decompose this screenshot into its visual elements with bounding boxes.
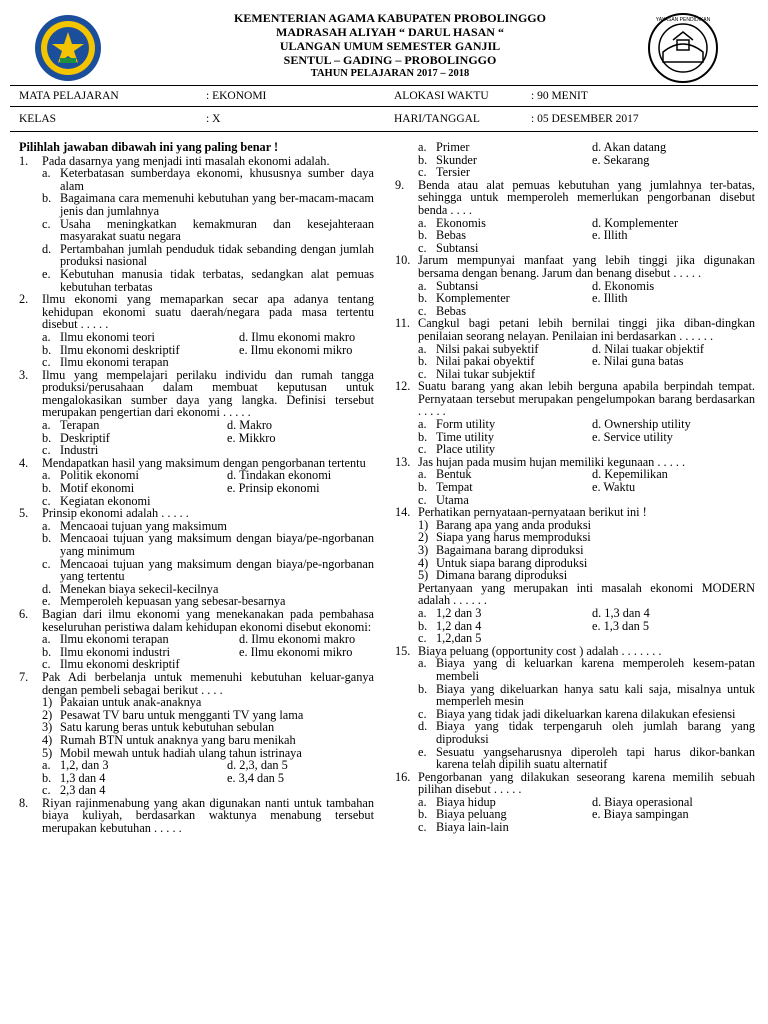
statement-text: Rumah BTN untuk anaknya yang baru menikah xyxy=(60,732,296,747)
statement-text: Untuk siapa barang diproduksi xyxy=(436,555,588,570)
option-a: a. Mencaoai tujuan yang maksimum xyxy=(42,520,374,533)
option-c: c. Subtansi xyxy=(418,242,755,255)
option-b: Ilmu ekonomi industri xyxy=(60,644,170,659)
option-text: Biaya yang dikeluarkan hanya satu kali saja, misalnya untuk memperleh mesin xyxy=(436,681,755,709)
option-b: b. Bagaimana cara memenuhi kebutuhan yang ber-macam-macam jenis dan jumlahnya xyxy=(42,191,374,218)
question-text: Biaya peluang (opportunity cost ) adalah . . . . . . . xyxy=(418,643,662,658)
question-2 xyxy=(19,293,374,331)
yayasan-logo-icon xyxy=(647,12,719,84)
academic-year: TAHUN PELAJARAN 2017 – 2018 xyxy=(310,68,470,79)
option-text: 2,3 dan 4 xyxy=(60,783,106,798)
option-b: Skunder xyxy=(436,152,477,167)
option-e: e. Biaya sampingan xyxy=(592,807,689,822)
info-rule-2 xyxy=(10,131,758,132)
option-e: e. Ilmu ekonomi mikro xyxy=(239,342,353,357)
option-text: Mencaoai tujuan yang maksimum dengan biaya/pe-ngorbanan yang minimum xyxy=(60,531,374,558)
question-text: Cangkul bagi petani lebih bernilai tinggi jika diban-dingkan penilaian seorang nelayan. Penilaian ini berdasarkan . . . . . . xyxy=(418,316,755,343)
option-a: Subtansi xyxy=(436,278,479,293)
subject-value: : EKONOMI xyxy=(206,90,267,102)
option-d: d. Kepemilikan xyxy=(592,467,668,482)
option-b: Deskriptif xyxy=(60,430,110,445)
question-number: 8. xyxy=(19,795,29,810)
option-a: Biaya hidup xyxy=(436,794,496,809)
option-c: c. 2,3 dan 4 xyxy=(42,784,374,797)
option-e: e. Nilai guna batas xyxy=(592,354,684,369)
option-row: a. Ilmu ekonomi terapan d. Ilmu ekonomi makro xyxy=(42,633,374,646)
option-e: e. Memperoleh kepuasan yang sebesar-besarnya xyxy=(42,595,374,608)
option-b: 1,2 dan 4 xyxy=(436,618,482,633)
option-c: c. Mencaoai tujuan yang maksimum dengan biaya/pe-ngorbanan yang tertentu xyxy=(42,556,374,584)
date-label: HARI/TANGGAL xyxy=(394,113,480,125)
option-row: b. Ilmu ekonomi deskriptif e. Ilmu ekonomi mikro xyxy=(42,344,374,357)
time-label: ALOKASI WAKTU xyxy=(394,90,489,102)
option-text: Biaya lain-lain xyxy=(436,820,509,835)
option-a: Nilsi pakai subyektif xyxy=(436,341,539,356)
option-row: a. Bentuk d. Kepemilikan xyxy=(418,468,755,481)
option-row: b. Nilai pakai obyektif e. Nilai guna batas xyxy=(418,355,755,368)
option-b: b. Biaya yang dikeluarkan hanya satu kali saja, misalnya untuk memperleh mesin xyxy=(418,681,755,709)
option-a: Ilmu ekonomi terapan xyxy=(60,632,169,647)
exam-title: ULANGAN UMUM SEMESTER GANJIL xyxy=(279,39,501,53)
question-number: 4. xyxy=(19,455,29,470)
question-12 xyxy=(395,380,755,418)
statement-text: Pakaian untuk anak-anaknya xyxy=(60,695,202,710)
option-text: Mencaoai tujuan yang maksimum xyxy=(60,518,227,533)
question-text: Riyan rajinmenabung yang akan digunakan nanti untuk tambahan biaya kuliyah, berdasarkan waktunya menabung tersebut merupakan kebutuhan . . . . . xyxy=(42,795,374,836)
option-a: 1,2 dan 3 xyxy=(436,605,482,620)
option-row: a. Nilsi pakai subyektif d. Nilai tuakar objektif xyxy=(418,343,755,356)
option-c: c. Ilmu ekonomi deskriptif xyxy=(42,658,374,671)
question-text: Mendapatkan hasil yang maksimum dengan pengorbanan tertentu xyxy=(42,455,366,470)
option-a: Ekonomis xyxy=(436,215,486,230)
question-number: 16. xyxy=(395,769,411,784)
question-14 xyxy=(395,506,755,519)
statement-text: Pesawat TV baru untuk mengganti TV yang lama xyxy=(60,707,304,722)
page-header xyxy=(0,0,768,84)
option-text: Biaya yang tidak jadi dikeluarkan karena dilakukan efesiensi xyxy=(436,706,736,721)
option-d: d. Menekan biaya sekecil-kecilnya xyxy=(42,583,374,596)
option-c: c. Ilmu ekonomi terapan xyxy=(42,356,374,369)
option-b: Tempat xyxy=(436,480,473,495)
option-d: d. Pertambahan jumlah penduduk tidak sebanding dengan jumlah produksi nasional xyxy=(42,241,374,269)
option-a: Ilmu ekonomi teori xyxy=(60,329,155,344)
question-8 xyxy=(19,797,374,835)
option-e: e. Prinsip ekonomi xyxy=(227,481,320,496)
statement-2: 2) Pesawat TV baru untuk mengganti TV yang lama xyxy=(42,709,374,722)
option-text: 1,2,dan 5 xyxy=(436,631,482,646)
option-row: b. 1,3 dan 4 e. 3,4 dan 5 xyxy=(42,772,374,785)
school-address: SENTUL – GADING – PROBOLINGGO xyxy=(283,53,497,67)
question-number: 1. xyxy=(19,153,29,168)
question-14-prompt xyxy=(395,582,755,607)
header-titles xyxy=(160,11,620,81)
option-b: Ilmu ekonomi deskriptif xyxy=(60,342,180,357)
option-text: Ilmu ekonomi terapan xyxy=(60,355,169,370)
option-a: Terapan xyxy=(60,418,100,433)
option-e: e. Ilmu ekonomi mikro xyxy=(239,644,353,659)
option-e: e. 3,4 dan 5 xyxy=(227,770,285,785)
option-text: Pertambahan jumlah penduduk tidak sebanding dengan jumlah produksi nasional xyxy=(60,241,374,269)
left-column xyxy=(19,141,374,835)
option-b: Motif ekonomi xyxy=(60,481,135,496)
option-d: d. Ownership utility xyxy=(592,417,691,432)
option-e: e. Kebutuhan manusia tidak terbatas, sedangkan alat pemuas kebutuhan terbatas xyxy=(42,266,374,294)
option-row: a. 1,2 dan 3 d. 1,3 dan 4 xyxy=(418,607,755,620)
option-c: c. Kegiatan ekonomi xyxy=(42,495,374,508)
question-number: 6. xyxy=(19,606,29,621)
option-c: c. Biaya yang tidak jadi dikeluarkan karena dilakukan efesiensi xyxy=(418,708,755,721)
statement-text: Barang apa yang anda produksi xyxy=(436,517,592,532)
option-e: e. 1,3 dan 5 xyxy=(592,618,650,633)
question-text: Benda atau alat pemuas kebutuhan yang jumlahnya ter-batas, sehingga untuk memperoleh memerlukan pengorbanan disebut benda . . . . xyxy=(418,177,755,217)
option-c: c. Nilai tukar subjektif xyxy=(418,368,755,381)
yayasan-logo-text: YAYASAN PENDIDIKAN xyxy=(655,17,711,23)
option-b: Time utility xyxy=(436,429,494,444)
question-text: Pak Adi berbelanja untuk memenuhi kebutuhan keluar-ganya dengan pembeli sebagai berikut . . . . xyxy=(42,669,374,697)
question-number: 15. xyxy=(395,643,411,658)
option-row: a. Ekonomis d. Komplementer xyxy=(418,217,755,230)
question-11 xyxy=(395,317,755,342)
question-text: Perhatikan pernyataan-pernyataan berikut ini ! xyxy=(418,505,647,520)
option-row: a. Biaya hidup d. Biaya operasional xyxy=(418,796,755,809)
question-9 xyxy=(395,179,755,217)
option-b: Bebas xyxy=(436,228,467,243)
option-row: b. Tempat e. Waktu xyxy=(418,481,755,494)
question-7 xyxy=(19,671,374,696)
option-a: 1,2, dan 3 xyxy=(60,758,109,773)
option-d: d. Biaya yang tidak terpengaruh oleh jumlah barang yang diproduksi xyxy=(418,719,755,746)
question-text: Jarum mempunyai manfaat yang lebih tinggi jika digunakan bersama dengan benang. Jarum dan benang disebut . . . . . xyxy=(418,253,755,280)
question-number: 12. xyxy=(395,379,411,394)
question-6 xyxy=(19,608,374,633)
option-d: d. Tindakan ekonomi xyxy=(227,468,332,483)
question-16 xyxy=(395,771,755,796)
option-d: d. 2,3, dan 5 xyxy=(227,758,288,773)
question-text: Jas hujan pada musim hujan memiliki kegunaan . . . . . xyxy=(418,454,686,469)
question-5 xyxy=(19,507,374,520)
option-row: b. Komplementer e. Illith xyxy=(418,292,755,305)
class-label: KELAS xyxy=(19,113,57,125)
option-row: b. Deskriptif e. Mikkro xyxy=(42,432,374,445)
option-e: e. Illith xyxy=(592,291,628,306)
question-10 xyxy=(395,254,755,279)
header-rule xyxy=(10,85,758,86)
question-number: 7. xyxy=(19,669,29,684)
question-text: Pengorbanan yang dilakukan seseorang karena memilih sebuah pilihan disebut . . . . . xyxy=(418,769,755,797)
statement-3: 3) Bagaimana barang diproduksi xyxy=(418,544,755,557)
option-e: e. Mikkro xyxy=(227,430,276,445)
option-text: Kegiatan ekonomi xyxy=(60,493,151,508)
question-3 xyxy=(19,369,374,419)
option-text: Memperoleh kepuasan yang sebesar-besarnya xyxy=(60,594,286,609)
option-row: b. Bebas e. Illith xyxy=(418,229,755,242)
statement-4: 4) Untuk siapa barang diproduksi xyxy=(418,557,755,570)
option-row: b. Skunder e. Sekarang xyxy=(418,154,755,167)
option-text: Bebas xyxy=(436,303,467,318)
statement-1: 1) Pakaian untuk anak-anaknya xyxy=(42,696,374,709)
option-a: Form utility xyxy=(436,417,496,432)
option-d: d. Akan datang xyxy=(592,140,667,154)
statement-5: 5) Mobil mewah untuk hadiah ulang tahun istrinaya xyxy=(42,747,374,760)
option-b: Biaya peluang xyxy=(436,807,507,822)
info-rule-1 xyxy=(10,106,758,107)
option-c: c. 1,2,dan 5 xyxy=(418,632,755,645)
option-row: a. Politik ekonomi d. Tindakan ekonomi xyxy=(42,469,374,482)
option-b: Komplementer xyxy=(436,291,510,306)
option-text: Bagaimana cara memenuhi kebutuhan yang ber-macam-macam jenis dan jumlahnya xyxy=(60,191,374,218)
option-c: c. Bebas xyxy=(418,305,755,318)
time-value: : 90 MENIT xyxy=(531,90,588,102)
option-row: b. Ilmu ekonomi industri e. Ilmu ekonomi mikro xyxy=(42,646,374,659)
option-d: d. Ilmu ekonomi makro xyxy=(239,329,356,344)
school-name: MADRASAH ALIYAH “ DARUL HASAN “ xyxy=(276,25,504,39)
question-text: Ilmu yang mempelajari perilaku individu dan rumah tangga produksi/perusahaan dalam membuat keputusan untuk mengalokasikan sumber daya yang langka. Definisi tersebut merupakan pengertian dari ekonomi . . . . . xyxy=(42,367,374,420)
date-value: : 05 DESEMBER 2017 xyxy=(531,113,639,125)
option-text: Sesuatu yangseharusnya diperoleh tapi harus dikor-bankan karena telah dipilih suatu alternatif xyxy=(436,744,755,772)
question-text: Ilmu ekonomi yang memaparkan secar apa adanya tentang kehidupan ekonomi suatu daerah/negara pada masa tertentu disebut . . . . . xyxy=(42,292,374,332)
option-text: Keterbatasan sumberdaya ekonomi, khususnya sumber daya alam xyxy=(60,166,374,193)
statement-1: 1) Barang apa yang anda produksi xyxy=(418,519,755,532)
question-number: 11. xyxy=(395,316,410,331)
option-c: c. Usaha meningkatkan kemakmuran dan kesejahteraan masyarakat suatu negara xyxy=(42,216,374,244)
option-text: Nilai tukar subjektif xyxy=(436,366,536,381)
option-row: a. Subtansi d. Ekonomis xyxy=(418,280,755,293)
question-number: 9. xyxy=(395,177,405,192)
option-d: d. 1,3 dan 4 xyxy=(592,605,650,620)
option-c: c. Utama xyxy=(418,494,755,507)
option-text: Mencaoai tujuan yang maksimum dengan biaya/pe-ngorbanan yang tertentu xyxy=(60,556,374,584)
option-text: Industri xyxy=(60,443,99,458)
option-d: d. Ilmu ekonomi makro xyxy=(239,632,356,647)
option-text: Tersier xyxy=(436,165,470,180)
subject-label: MATA PELAJARAN xyxy=(19,90,119,102)
option-d: d. Ekonomis xyxy=(592,278,655,293)
statement-4: 4) Rumah BTN untuk anaknya yang baru menikah xyxy=(42,734,374,747)
option-row: a. Ilmu ekonomi teori d. Ilmu ekonomi makro xyxy=(42,331,374,344)
question-number: 3. xyxy=(19,367,29,382)
option-text: Subtansi xyxy=(436,240,479,255)
option-d: d. Makro xyxy=(227,418,273,433)
option-text: Usaha meningkatkan kemakmuran dan kesejahteraan masyarakat suatu negara xyxy=(60,216,374,244)
class-value: : X xyxy=(206,113,221,125)
option-row: b. Time utility e. Service utility xyxy=(418,431,755,444)
option-b: b. Mencaoai tujuan yang maksimum dengan biaya/pe-ngorbanan yang minimum xyxy=(42,531,374,558)
right-column xyxy=(395,141,755,834)
option-row: a. Primer d. Akan datang xyxy=(418,141,755,154)
option-text: Place utility xyxy=(436,442,496,457)
option-row: a. 1,2, dan 3 d. 2,3, dan 5 xyxy=(42,759,374,772)
question-text: Suatu barang yang akan lebih berguna apabila berpindah tempat. Pernyataan tersebut merupakan pengelumpokan barang berdasarkan . . . . . xyxy=(418,379,755,419)
option-a: Primer xyxy=(436,140,470,154)
option-c: c. Industri xyxy=(42,444,374,457)
option-text: Kebutuhan manusia tidak terbatas, sedangkan alat pemuas kebutuhan terbatas xyxy=(60,266,374,294)
ministry-title: KEMENTERIAN AGAMA KABUPATEN PROBOLINGGO xyxy=(234,11,546,25)
option-e: e. Service utility xyxy=(592,429,673,444)
question-number: 13. xyxy=(395,454,411,469)
option-text: Utama xyxy=(436,492,469,507)
option-e: e. Illith xyxy=(592,228,628,243)
question-number: 10. xyxy=(395,253,411,268)
statement-text: Satu karung beras untuk kebutuhan sebulan xyxy=(60,720,275,735)
option-d: d. Biaya operasional xyxy=(592,794,693,809)
option-b: 1,3 dan 4 xyxy=(60,770,106,785)
option-text: Ilmu ekonomi deskriptif xyxy=(60,657,180,672)
option-row: b. Biaya peluang e. Biaya sampingan xyxy=(418,808,755,821)
option-a: a. Keterbatasan sumberdaya ekonomi, khususnya sumber daya alam xyxy=(42,166,374,193)
question-text: Prinsip ekonomi adalah . . . . . xyxy=(42,506,189,521)
option-row: a. Terapan d. Makro xyxy=(42,419,374,432)
option-b: Nilai pakai obyektif xyxy=(436,354,535,369)
statement-5: 5) Dimana barang diproduksi xyxy=(418,569,755,582)
option-d: d. Komplementer xyxy=(592,215,679,230)
statement-text: Mobil mewah untuk hadiah ulang tahun istrinaya xyxy=(60,745,302,760)
option-text: Biaya yang tidak terpengaruh oleh jumlah barang yang diproduksi xyxy=(436,719,755,746)
question-number: 5. xyxy=(19,506,29,521)
option-e: e. Waktu xyxy=(592,480,636,495)
option-text: Menekan biaya sekecil-kecilnya xyxy=(60,581,219,596)
option-row: a. Form utility d. Ownership utility xyxy=(418,418,755,431)
option-e: e. Sekarang xyxy=(592,152,650,167)
question-number: 2. xyxy=(19,292,29,307)
question-text: Pertanyaan yang merupakan inti masalah ekonomi MODERN adalah . . . . . . xyxy=(418,580,755,608)
option-a: Politik ekonomi xyxy=(60,468,139,483)
statement-3: 3) Satu karung beras untuk kebutuhan sebulan xyxy=(42,721,374,734)
question-text: Bagian dari ilmu ekonomi yang menekanakan pada pembahasa keseluruhan peristiwa dalam kehidupan ekonomi disebut ekonomi: xyxy=(42,606,374,634)
statement-text: Bagaimana barang diproduksi xyxy=(436,543,584,557)
option-row: b. 1,2 dan 4 e. 1,3 dan 5 xyxy=(418,620,755,633)
statement-text: Dimana barang diproduksi xyxy=(436,568,568,583)
option-a: a. Biaya yang di keluarkan karena memperoleh kesem-patan membeli xyxy=(418,656,755,683)
option-c: c. Place utility xyxy=(418,443,755,456)
kemenag-logo-icon xyxy=(34,14,102,82)
option-e: e. Sesuatu yangseharusnya diperoleh tapi harus dikor-bankan karena telah dipilih suatu alternatif xyxy=(418,744,755,772)
question-number: 14. xyxy=(395,505,411,520)
option-row: b. Motif ekonomi e. Prinsip ekonomi xyxy=(42,482,374,495)
question-text: Pada dasarnya yang menjadi inti masalah ekonomi adalah. xyxy=(42,153,330,168)
statement-2: 2) Siapa yang harus memproduksi xyxy=(418,531,755,544)
option-a: Bentuk xyxy=(436,467,472,482)
instruction: Pilihlah jawaban dibawah ini yang paling benar ! xyxy=(19,140,279,154)
option-c: c. Tersier xyxy=(418,166,755,179)
option-c: c. Biaya lain-lain xyxy=(418,821,755,834)
option-d: d. Nilai tuakar objektif xyxy=(592,341,705,356)
option-text: Biaya yang di keluarkan karena memperoleh kesem-patan membeli xyxy=(436,656,755,683)
statement-text: Siapa yang harus memproduksi xyxy=(436,530,591,545)
